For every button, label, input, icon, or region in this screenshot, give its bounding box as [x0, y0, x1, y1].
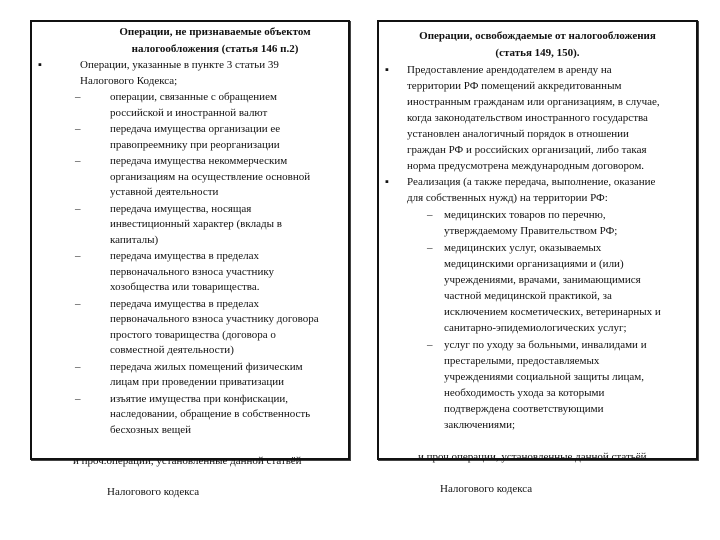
dash-item: [32, 122, 348, 153]
item-text: медицинских услуг, оказываемых медицинскими организациями и (или) учреждениями, врачами, занимающимися частной медицинской практикой, за исключением косметических, ветеринарных и санитарно-эпидемиологических услуг;: [444, 242, 661, 334]
item-text: Реализация (а также передача, выполнение, оказание для собственных нужд) на территории РФ:: [407, 176, 656, 204]
item-text: передача жилых помещений физическим лицам при проведении приватизации: [110, 360, 303, 388]
bullet-item: [32, 58, 348, 89]
dash-icon: –: [75, 297, 81, 310]
dash-icon: –: [75, 392, 81, 405]
dash-icon: –: [427, 339, 433, 351]
closing-note: [379, 433, 696, 513]
item-text: передача имущества в пределах первоначального взноса участнику договора простого товарищества (договора о совместной деятельности): [110, 297, 319, 356]
dash-icon: –: [75, 91, 81, 103]
dash-item: [379, 337, 696, 433]
dash-item: [379, 207, 696, 239]
dash-item: [32, 392, 348, 439]
dash-item: [32, 249, 348, 296]
box-title: Операции, не признаваемые объектом налогообложения (статья 146 п.2): [119, 26, 311, 55]
dash-item: [32, 154, 348, 201]
closing-note-line: и проч.операции, установленные данной статьёй: [418, 451, 647, 463]
dash-icon: –: [75, 155, 81, 167]
item-text: передача имущества в пределах первоначального взноса участнику хозобщества или товарищества.: [110, 250, 275, 293]
dash-icon: –: [75, 202, 81, 215]
closing-note-line: Налогового кодекса: [107, 485, 200, 498]
item-text: изъятие имущества при конфискации, наследовании, обращение в собственность бесхозных вещей: [110, 392, 311, 436]
item-text: услуг по уходу за больными, инвалидами и престарелыми, предоставляемых учреждениями социальной защиты лицам, необходимость ухода за которыми подтверждена соответствующими заключениями;: [444, 339, 647, 431]
item-text: Предоставление арендодателем в аренду на территории РФ помещений аккредитованным иностранным гражданам или организациям, в случае, когда законодательством иностранного государства установлен аналогичный порядок в отношении граждан РФ и российских организаций, либо такая норма предусмотрена международным договором.: [407, 64, 660, 172]
dash-item: [32, 360, 348, 391]
item-text: Операции, указанные в пункте 3 статьи 39 Налогового Кодекса;: [80, 59, 279, 87]
item-text: передача имущества некоммерческим организациям на осуществление основной уставной деятельности: [110, 155, 311, 198]
bullet-item: [379, 62, 696, 174]
bullet-icon: ▪: [38, 59, 42, 71]
item-text: медицинских товаров по перечню, утверждаемому Правительством РФ;: [444, 209, 618, 237]
item-text: операции, связанные с обращением российской и иностранной валют: [110, 91, 277, 119]
closing-note-line: Налогового кодекса: [440, 483, 533, 495]
bullet-icon: ▪: [385, 176, 389, 188]
item-text: передача имущества организации ее правопреемнику при реорганизации: [110, 123, 281, 151]
item-text: передача имущества, носящая инвестиционный характер (вклады в капиталы): [110, 202, 282, 246]
bullet-icon: ▪: [385, 64, 389, 76]
non-taxable-operations-box: [30, 20, 350, 498]
dash-icon: –: [427, 242, 433, 254]
dash-icon: –: [75, 360, 81, 373]
dash-item: [32, 202, 348, 249]
dash-icon: –: [75, 123, 81, 135]
box-title: Операции, освобождаемые от налогообложения (статья 149, 150).: [419, 30, 656, 59]
closing-note: [32, 438, 348, 516]
dash-icon: –: [75, 250, 81, 262]
bullet-item: [379, 174, 696, 206]
exempt-operations-box: [377, 20, 698, 495]
dash-item: [32, 297, 348, 359]
dash-icon: –: [427, 209, 433, 221]
dash-item: [379, 240, 696, 336]
closing-note-line: и проч.операции, установленные данной статьёй: [73, 454, 302, 467]
dash-item: [32, 90, 348, 121]
